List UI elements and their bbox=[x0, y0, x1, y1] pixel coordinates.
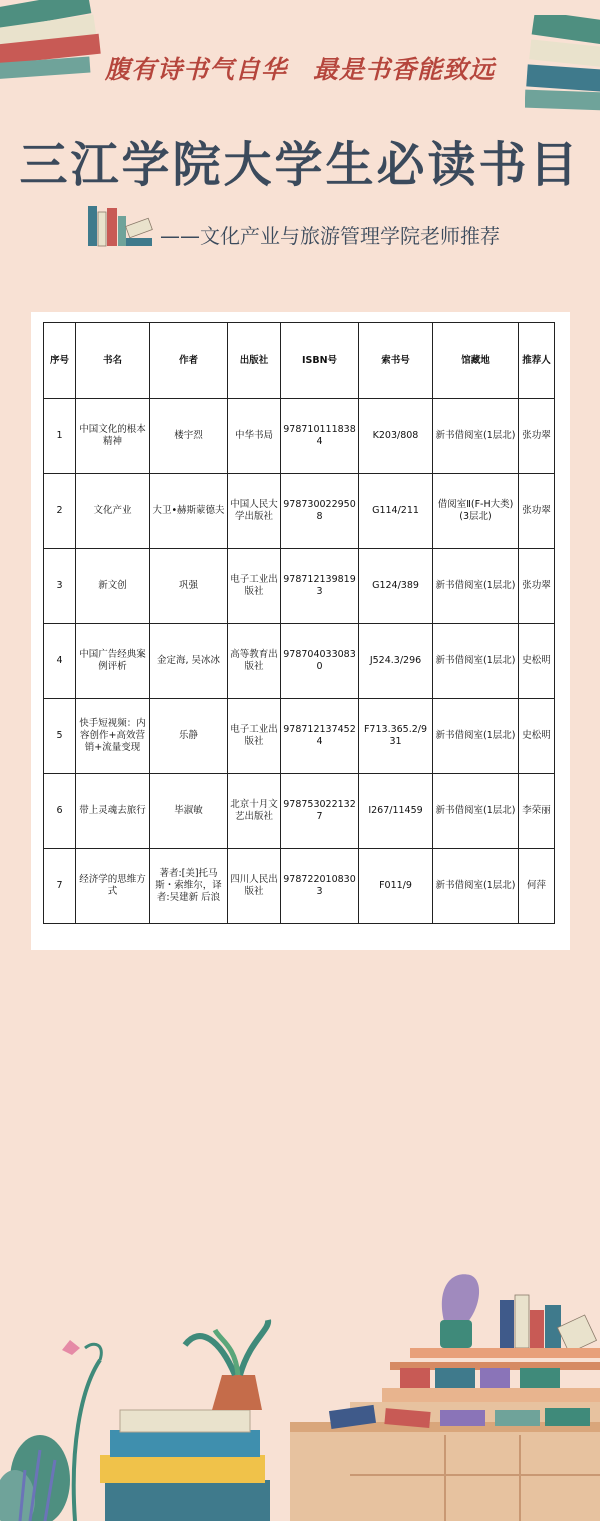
booklist-table bbox=[43, 322, 555, 924]
cell-no: 4 bbox=[44, 624, 76, 699]
header-callno: 索书号 bbox=[359, 323, 433, 399]
header-publisher: 出版社 bbox=[228, 323, 281, 399]
cell-isbn: 9787300229508 bbox=[281, 474, 359, 549]
table-row bbox=[44, 849, 555, 924]
table-header-row bbox=[44, 323, 555, 399]
cell-author: 金定海, 吴冰冰 bbox=[150, 624, 228, 699]
header-recommender: 推荐人 bbox=[519, 323, 555, 399]
cell-recommender: 张功翠 bbox=[519, 399, 555, 474]
header-no: 序号 bbox=[44, 323, 76, 399]
header-title: 书名 bbox=[76, 323, 150, 399]
cell-isbn: 9787220108303 bbox=[281, 849, 359, 924]
bookshelf-illustration bbox=[290, 1270, 600, 1521]
table-row bbox=[44, 549, 555, 624]
cell-location: 新书借阅室(1层北) bbox=[433, 774, 519, 849]
slogan: 腹有诗书气自华 最是书香能致远 bbox=[104, 55, 495, 84]
cell-no: 2 bbox=[44, 474, 76, 549]
cell-title: 带上灵魂去旅行 bbox=[76, 774, 150, 849]
cell-isbn: 9787121374524 bbox=[281, 699, 359, 774]
cell-recommender: 李荣丽 bbox=[519, 774, 555, 849]
cell-callno: G114/211 bbox=[359, 474, 433, 549]
cell-author: 巩强 bbox=[150, 549, 228, 624]
table-row bbox=[44, 699, 555, 774]
cell-callno: K203/808 bbox=[359, 399, 433, 474]
cell-publisher: 中华书局 bbox=[228, 399, 281, 474]
page-subtitle: ——文化产业与旅游管理学院老师推荐 bbox=[160, 224, 500, 248]
cell-no: 5 bbox=[44, 699, 76, 774]
books-icon bbox=[86, 202, 154, 248]
cell-location: 新书借阅室(1层北) bbox=[433, 699, 519, 774]
cell-title: 文化产业 bbox=[76, 474, 150, 549]
cell-publisher: 四川人民出版社 bbox=[228, 849, 281, 924]
cell-recommender: 张功翠 bbox=[519, 549, 555, 624]
cell-recommender: 张功翠 bbox=[519, 474, 555, 549]
cell-author: 乐静 bbox=[150, 699, 228, 774]
cell-callno: J524.3/296 bbox=[359, 624, 433, 699]
table-row bbox=[44, 774, 555, 849]
cell-recommender: 史松明 bbox=[519, 624, 555, 699]
cell-isbn: 9787101118384 bbox=[281, 399, 359, 474]
cell-location: 新书借阅室(1层北) bbox=[433, 849, 519, 924]
cell-callno: F011/9 bbox=[359, 849, 433, 924]
table-row bbox=[44, 474, 555, 549]
cell-isbn: 9787530221327 bbox=[281, 774, 359, 849]
header-author: 作者 bbox=[150, 323, 228, 399]
cell-title: 中国广告经典案例评析 bbox=[76, 624, 150, 699]
header-isbn: ISBN号 bbox=[281, 323, 359, 399]
booklist-card bbox=[31, 312, 570, 950]
cell-publisher: 北京十月文艺出版社 bbox=[228, 774, 281, 849]
cell-publisher: 电子工业出版社 bbox=[228, 549, 281, 624]
cell-publisher: 电子工业出版社 bbox=[228, 699, 281, 774]
cell-author: 毕淑敏 bbox=[150, 774, 228, 849]
cell-callno: G124/389 bbox=[359, 549, 433, 624]
cell-title: 快手短视频：内容创作+高效营销+流量变现 bbox=[76, 699, 150, 774]
cell-isbn: 9787121398193 bbox=[281, 549, 359, 624]
cell-no: 3 bbox=[44, 549, 76, 624]
cell-no: 1 bbox=[44, 399, 76, 474]
cell-title: 中国文化的根本精神 bbox=[76, 399, 150, 474]
cell-location: 新书借阅室(1层北) bbox=[433, 624, 519, 699]
plant-and-books-illustration bbox=[0, 1300, 300, 1521]
cell-author: 大卫•赫斯蒙德夫 bbox=[150, 474, 228, 549]
table-row bbox=[44, 399, 555, 474]
cell-location: 新书借阅室(1层北) bbox=[433, 399, 519, 474]
page-title: 三江学院大学生必读书目 bbox=[19, 137, 581, 193]
cell-title: 经济学的思维方式 bbox=[76, 849, 150, 924]
cell-recommender: 何萍 bbox=[519, 849, 555, 924]
cell-no: 6 bbox=[44, 774, 76, 849]
header-location: 馆藏地 bbox=[433, 323, 519, 399]
cell-isbn: 9787040330830 bbox=[281, 624, 359, 699]
cell-location: 新书借阅室(1层北) bbox=[433, 549, 519, 624]
cell-title: 新文创 bbox=[76, 549, 150, 624]
cell-callno: I267/11459 bbox=[359, 774, 433, 849]
cell-recommender: 史松明 bbox=[519, 699, 555, 774]
cell-no: 7 bbox=[44, 849, 76, 924]
cell-callno: F713.365.2/931 bbox=[359, 699, 433, 774]
cell-publisher: 高等教育出版社 bbox=[228, 624, 281, 699]
cell-author: 著者:[美]托马斯・索维尔，译者:吴建新 后浪 bbox=[150, 849, 228, 924]
cell-location: 借阅室Ⅱ(F-H大类)(3层北) bbox=[433, 474, 519, 549]
table-row bbox=[44, 624, 555, 699]
cell-publisher: 中国人民大学出版社 bbox=[228, 474, 281, 549]
cell-author: 楼宇烈 bbox=[150, 399, 228, 474]
